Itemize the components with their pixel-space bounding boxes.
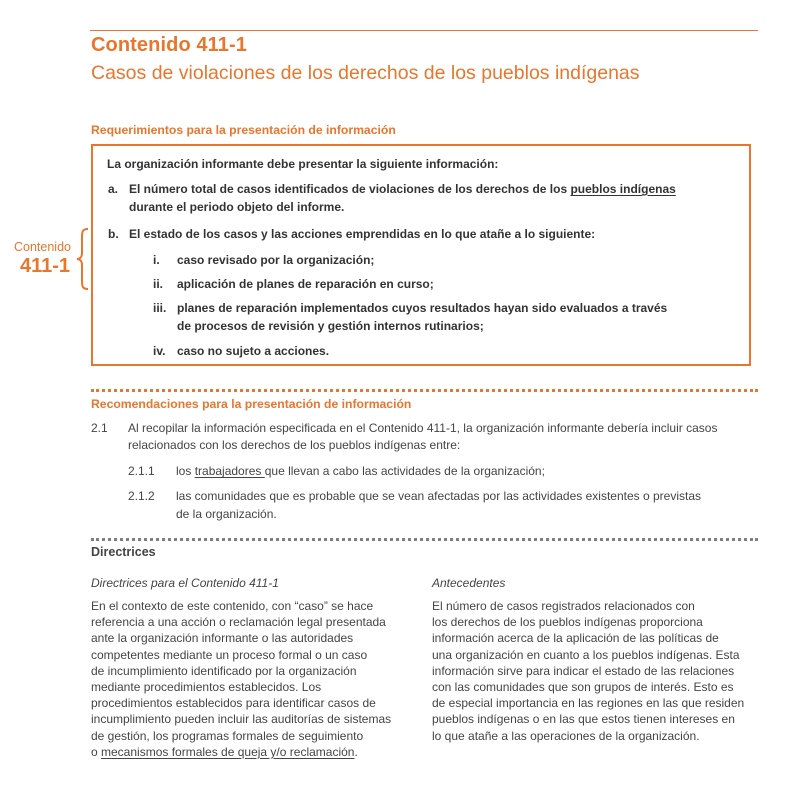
guidance-right-line: pueblos indígenas o en las que estos tienen intereses en (432, 712, 735, 727)
rec-2-1-1-number: 2.1.1 (128, 464, 155, 478)
guidance-left-line: de gestión, los programas formales de seguimiento (91, 728, 364, 743)
rec-2-1-line2: relacionados con los derechos de los pueblos indígenas entre: (128, 438, 461, 452)
subitem-text: caso no sujeto a acciones. (177, 344, 330, 358)
subitem-marker: iv. (153, 344, 166, 358)
guidance-right-line: una organización en cuanto a los pueblos indígenas. Esta (432, 647, 740, 662)
guidance-left-line: mediante procedimientos establecidos. Los (91, 680, 322, 695)
guidance-right-body (432, 598, 744, 744)
guidance-right-line: con las comunidades que son grupos de interés. Esto es (432, 680, 734, 695)
brace-icon (76, 228, 90, 290)
rec-2-1-line1: Al recopilar la información especificada en el Contenido 411-1, la organización informante debería incluir casos (128, 421, 718, 435)
item-a-line2: durante el periodo objeto del informe. (129, 200, 345, 214)
recommendations-heading: Recomendaciones para la presentación de información (91, 397, 412, 411)
guidance-left-body (91, 598, 391, 760)
subitem-marker: ii. (153, 277, 164, 291)
rec-2-1-1-text (176, 464, 545, 478)
subitem-text: caso revisado por la organización; (177, 253, 375, 267)
guidance-left-line: ante la organización informante o las autoridades (91, 631, 354, 646)
guidance-left-line: incumplimiento pueden incluir las auditorías de sistemas (91, 712, 392, 727)
page-subtitle: Casos de violaciones de los derechos de los pueblos indígenas (91, 62, 640, 84)
guidance-left-line-last (91, 744, 391, 760)
item-b-text: El estado de los casos y las acciones emprendidas en lo que atañe a lo siguiente: (129, 227, 596, 241)
side-number: 411-1 (20, 255, 71, 277)
page-title: Contenido 411-1 (91, 34, 247, 56)
rec-2-1-1-post: que llevan a cabo las actividades de la organización; (264, 464, 545, 478)
guidance-right-title: Antecedentes (432, 576, 506, 590)
dotted-divider-gray (91, 538, 758, 541)
rec-2-1-2-line1: las comunidades que es probable que se vean afectadas por las actividades existentes o previstas (176, 489, 701, 503)
rec-2-1-1-pre: los (176, 464, 195, 478)
guidance-right-line: de especial importancia en las regiones en las que residen (432, 696, 745, 711)
guidance-right-line: información acerca de la aplicación de las políticas de (432, 631, 719, 646)
guidance-left-line: referencia a una acción o reclamación legal presentada (91, 615, 386, 630)
guidance-left-line: competentes mediante un proceso formal o un caso (91, 647, 368, 662)
requirements-intro: La organización informante debe presentar la siguiente información: (107, 157, 499, 171)
subitem-text: planes de reparación implementados cuyos resultados hayan sido evaluados a través (177, 301, 668, 315)
item-a-text: El número total de casos identificados de violaciones de los derechos de los (129, 182, 571, 196)
guidance-left-title: Directrices para el Contenido 411-1 (91, 576, 279, 590)
pueblos-indigenas-link[interactable]: pueblos indígenas (570, 182, 676, 196)
mecanismos-queja-link[interactable]: mecanismos formales de queja y/o reclamación (101, 744, 355, 759)
dotted-divider (91, 389, 758, 392)
subitem-marker: iii. (153, 301, 167, 315)
subitem-marker: i. (153, 253, 160, 267)
guidance-heading: Directrices (91, 545, 156, 559)
guidance-right-line: El número de casos registrados relacionados con (432, 599, 695, 613)
guidance-left-pre: o (91, 744, 102, 759)
item-a-line1 (129, 182, 676, 196)
item-a-marker: a. (108, 182, 119, 196)
rec-2-1-2-number: 2.1.2 (128, 489, 155, 503)
rec-2-1-number: 2.1 (91, 421, 108, 435)
guidance-left-line: de incumplimiento identificado por la organización (91, 663, 357, 678)
trabajadores-link[interactable]: trabajadores (194, 464, 265, 478)
guidance-left-line: procedimientos establecidos para identificar casos de (91, 696, 376, 711)
guidance-right-line: lo que atañe a las operaciones de la organización. (432, 728, 700, 743)
guidance-left-post: . (354, 744, 358, 759)
guidance-right-line: los derechos de los pueblos indígenas proporciona (432, 615, 703, 630)
rec-2-1-2-line2: de la organización. (176, 507, 277, 521)
item-b-marker: b. (108, 227, 119, 241)
guidance-right-line: información sirve para indicar el estado de las relaciones (432, 663, 735, 678)
subitem-text: aplicación de planes de reparación en curso; (177, 277, 434, 291)
requirements-heading: Requerimientos para la presentación de información (91, 123, 396, 137)
side-label: Contenido (14, 240, 71, 254)
guidance-left-line: En el contexto de este contenido, con “caso” se hace (91, 599, 374, 613)
subitem-text-cont: de procesos de revisión y gestión internos rutinarios; (177, 319, 484, 333)
top-rule (90, 30, 758, 31)
